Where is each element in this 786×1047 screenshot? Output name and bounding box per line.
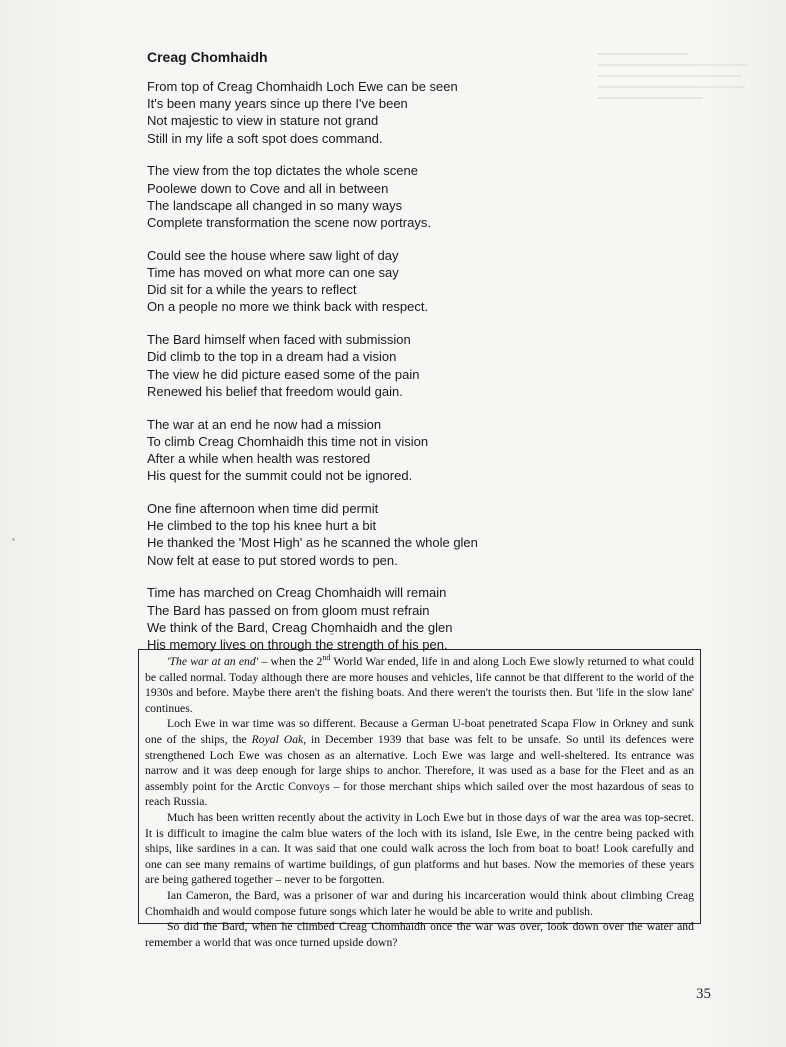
poem-line: The Bard has passed on from gloom must refrain bbox=[147, 602, 430, 618]
stanza bbox=[147, 584, 567, 653]
poem-line: Renewed his belief that freedom would gain. bbox=[147, 383, 403, 399]
poem-line: It's been many years since up there I've been bbox=[147, 96, 408, 112]
notes-text: , in December 1939 that base was felt to be unsafe. So until its defences were strengthened Loch Ewe was chosen as an alternative. Loch Ewe was large and well-sheltered. Its entrance was narrow and it was deep enough for large ships to anchor. Therefore, it was used as a base for the Fleet and as an assembly point for the Arctic Convoys – for those merchant ships which sailed over the most hazardous of seas to reach Russia. bbox=[145, 732, 694, 809]
poem-line: The war at an end he now had a mission bbox=[147, 416, 382, 432]
stanza bbox=[147, 500, 567, 569]
notes-paragraph bbox=[145, 716, 694, 810]
ship-name: Royal Oak bbox=[251, 732, 304, 746]
notes-paragraph: So did the Bard, when he climbed Creag Chomhaidh once the war was over, look down over the water and remember a world that was once turned upside down? bbox=[145, 920, 694, 949]
poem-line: His memory lives on through the strength of his pen. bbox=[147, 637, 448, 653]
poem-line: Still in my life a soft spot does command. bbox=[147, 130, 383, 146]
stanza bbox=[147, 78, 567, 147]
poem-line: His quest for the summit could not be ignored. bbox=[147, 468, 413, 484]
stanza bbox=[147, 331, 567, 400]
poem-line: The view he did picture eased some of the pain bbox=[147, 366, 420, 382]
poem-title: Creag Chomhaidh bbox=[147, 49, 268, 65]
poem-line: After a while when health was restored bbox=[147, 451, 371, 467]
notes-paragraph bbox=[145, 654, 694, 716]
notes-paragraph: Ian Cameron, the Bard, was a prisoner of war and during his incarceration would think about climbing Creag Chomhaidh and would compose future songs which later he would be able to write and publish. bbox=[145, 888, 694, 918]
bleed-through bbox=[598, 44, 748, 108]
notes-box bbox=[138, 649, 701, 949]
notes-superscript: nd bbox=[322, 653, 331, 663]
poem-line: Poolewe down to Cove and all in between bbox=[147, 180, 389, 196]
notes-text: – when the 2 bbox=[258, 655, 323, 668]
poem bbox=[147, 48, 567, 669]
page-number: 35 bbox=[696, 986, 711, 1002]
poem-line: Did climb to the top in a dream had a vision bbox=[147, 349, 397, 365]
poem-line: On a people no more we think back with respect. bbox=[147, 299, 429, 315]
poem-line: From top of Creag Chomhaidh Loch Ewe can be seen bbox=[147, 79, 458, 94]
poem-line: Time has marched on Creag Chomhaidh will remain bbox=[147, 585, 447, 601]
poem-line: The landscape all changed in so many ways bbox=[147, 197, 403, 213]
notes-quote: 'The war at an end' bbox=[167, 655, 259, 668]
poem-line: Not majestic to view in stature not grand bbox=[147, 113, 379, 129]
stanza bbox=[147, 247, 567, 316]
poem-line: He climbed to the top his knee hurt a bit bbox=[147, 518, 377, 534]
notes-text: Loch Ewe in war time was so different. Because a German U-boat penetrated Scapa Flow in Orkney and sunk one of the ships, the bbox=[145, 717, 694, 746]
poem-line: One fine afternoon when time did permit bbox=[147, 501, 379, 517]
notes-text: World War ended, life in and along Loch Ewe slowly returned to what could be called normal. Today although there are more houses and vehicles, life cannot be that different to the world of the 1930s and before. Maybe there aren't the fishing boats. And there weren't the tourists then. But 'life in the slow lane' continues. bbox=[145, 655, 695, 715]
poem-line: The Bard himself when faced with submission bbox=[147, 332, 411, 348]
poem-line: Could see the house where saw light of day bbox=[147, 247, 399, 263]
poem-line: The view from the top dictates the whole scene bbox=[147, 163, 418, 179]
notes-paragraph: Much has been written recently about the activity in Loch Ewe but in those days of war the area was top-secret. It is difficult to imagine the calm blue waters of the loch with its island, Isle Ewe, in the centre being packed with ships, like sardines in a can. It was said that one could walk across the loch from boat to boat! Look carefully and one can see many remains of wartime buildings, of gun platforms and hut bases. Now the memories of these years are being gathered together – never to be forgotten. bbox=[145, 810, 694, 887]
poem-line: Did sit for a while the years to reflect bbox=[147, 282, 357, 298]
poem-line: To climb Creag Chomhaidh this time not in vision bbox=[147, 433, 429, 449]
poem-line: Time has moved on what more can one say bbox=[147, 265, 399, 281]
scan-speck bbox=[12, 538, 15, 541]
poem-stanzas bbox=[147, 78, 567, 653]
poem-line: He thanked the 'Most High' as he scanned the whole glen bbox=[147, 535, 478, 551]
poem-line: Now felt at ease to put stored words to pen. bbox=[147, 552, 398, 568]
poem-line: Complete transformation the scene now portrays. bbox=[147, 215, 431, 231]
stanza bbox=[147, 162, 567, 231]
stanza bbox=[147, 416, 567, 485]
poem-line: We think of the Bard, Creag Chomhaidh and the glen bbox=[147, 619, 453, 635]
